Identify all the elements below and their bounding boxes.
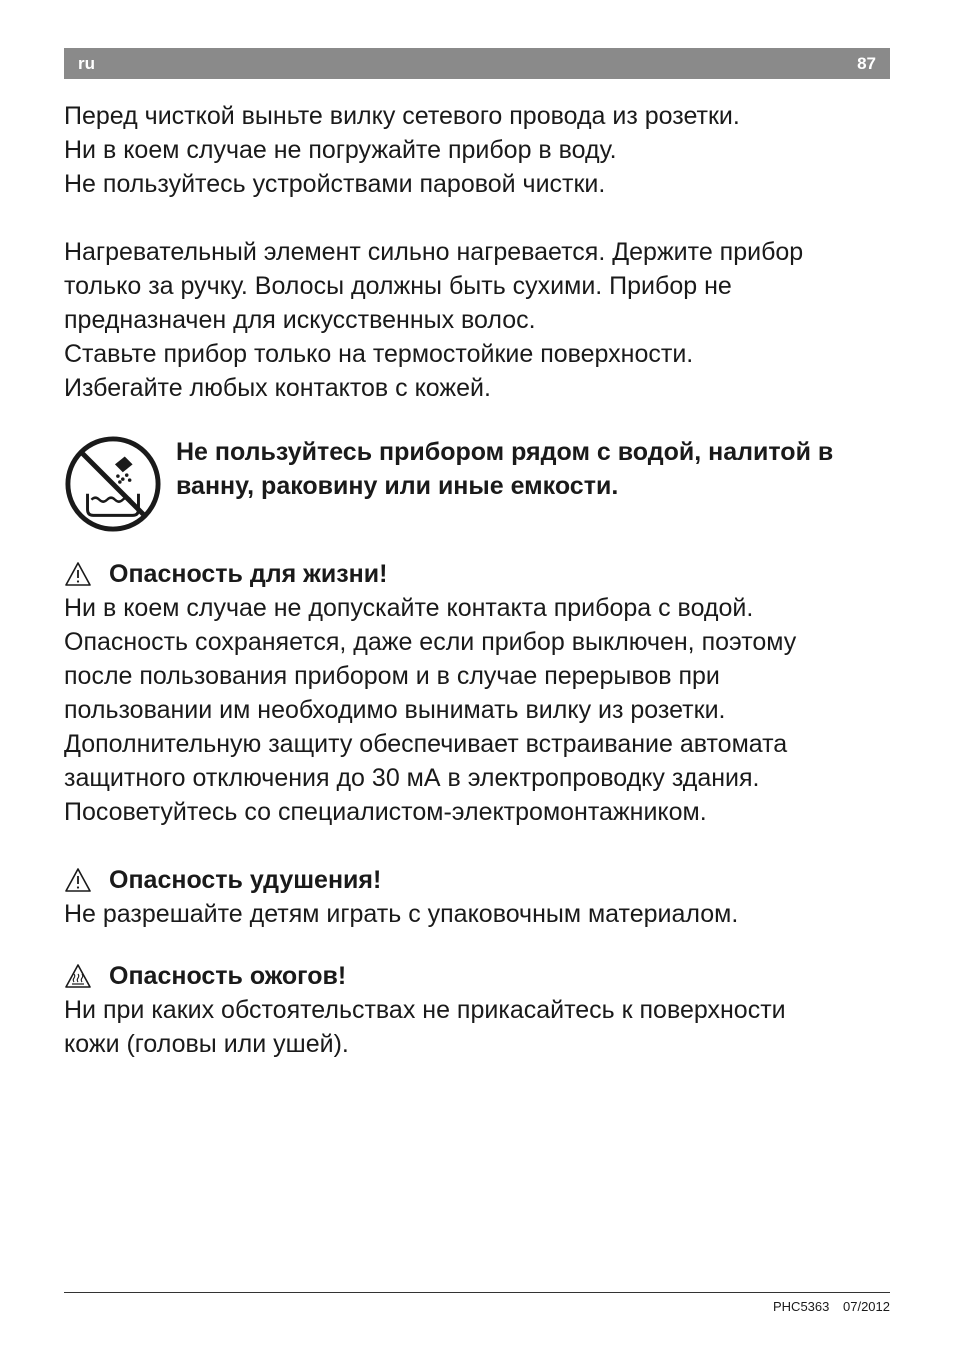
text-line: Опасность сохраняется, даже если прибор выключен, поэтому bbox=[64, 628, 797, 656]
heating-warning bbox=[64, 235, 890, 405]
text-line: предназначен для искусственных волос. bbox=[64, 306, 536, 334]
text-line: Не разрешайте детям играть с упаковочным материалом. bbox=[64, 900, 739, 928]
text-line: Нагревательный элемент сильно нагревается. Держите прибор bbox=[64, 238, 804, 266]
warning-triangle-icon bbox=[64, 561, 92, 587]
water-notice-text bbox=[176, 435, 833, 503]
hot-surface-warning-icon bbox=[64, 963, 92, 989]
publication-date: 07/2012 bbox=[843, 1299, 890, 1314]
heading-text: Опасность ожогов! bbox=[109, 962, 347, 990]
language-code: ru bbox=[78, 54, 95, 73]
text-line: Не пользуйтесь устройствами паровой чистки. bbox=[64, 170, 606, 198]
text-line: Не пользуйтесь прибором рядом с водой, налитой в bbox=[176, 438, 834, 466]
page-footer bbox=[773, 1299, 890, 1314]
text-line: после пользования прибором и в случае перерывов при bbox=[64, 662, 720, 690]
danger-life-text bbox=[64, 591, 890, 829]
heading-text: Опасность для жизни! bbox=[109, 560, 388, 588]
section-heading bbox=[64, 557, 890, 591]
water-notice bbox=[64, 431, 890, 531]
text-line: Ни в коем случае не допускайте контакта прибора с водой. bbox=[64, 594, 754, 622]
section-heading bbox=[64, 959, 890, 993]
no-water-icon bbox=[64, 435, 162, 533]
text-line: кожи (головы или ушей). bbox=[64, 1030, 349, 1058]
model-number: PHC5363 bbox=[773, 1299, 830, 1314]
danger-suffocation-section bbox=[64, 863, 890, 931]
text-line: только за ручку. Волосы должны быть сухими. Прибор не bbox=[64, 272, 732, 300]
text-line: пользовании им необходимо вынимать вилку из розетки. bbox=[64, 696, 726, 724]
danger-burns-text bbox=[64, 993, 890, 1061]
danger-suffocation-text bbox=[64, 897, 890, 931]
text-line: защитного отключения до 30 мА в электропроводку здания. bbox=[64, 764, 760, 792]
section-heading bbox=[64, 863, 890, 897]
heading-text: Опасность удушения! bbox=[109, 866, 382, 894]
warning-triangle-icon bbox=[64, 867, 92, 893]
text-line: Ни при каких обстоятельствах не прикасайтесь к поверхности bbox=[64, 996, 786, 1024]
danger-life-section bbox=[64, 557, 890, 829]
text-line: Ставьте прибор только на термостойкие поверхности. bbox=[64, 340, 694, 368]
page-number: 87 bbox=[857, 54, 876, 73]
page-content bbox=[64, 99, 890, 1061]
text-line: Посоветуйтесь со специалистом-электромонтажником. bbox=[64, 798, 707, 826]
text-line: Перед чисткой выньте вилку сетевого провода из розетки. bbox=[64, 102, 740, 130]
danger-burns-section bbox=[64, 959, 890, 1061]
cleaning-instructions bbox=[64, 99, 890, 201]
footer-rule bbox=[64, 1292, 890, 1293]
text-line: Избегайте любых контактов с кожей. bbox=[64, 374, 491, 402]
page-header-bar bbox=[64, 48, 890, 79]
text-line: Ни в коем случае не погружайте прибор в воду. bbox=[64, 136, 617, 164]
text-line: Дополнительную защиту обеспечивает встраивание автомата bbox=[64, 730, 788, 758]
text-line: ванну, раковину или иные емкости. bbox=[176, 472, 619, 500]
